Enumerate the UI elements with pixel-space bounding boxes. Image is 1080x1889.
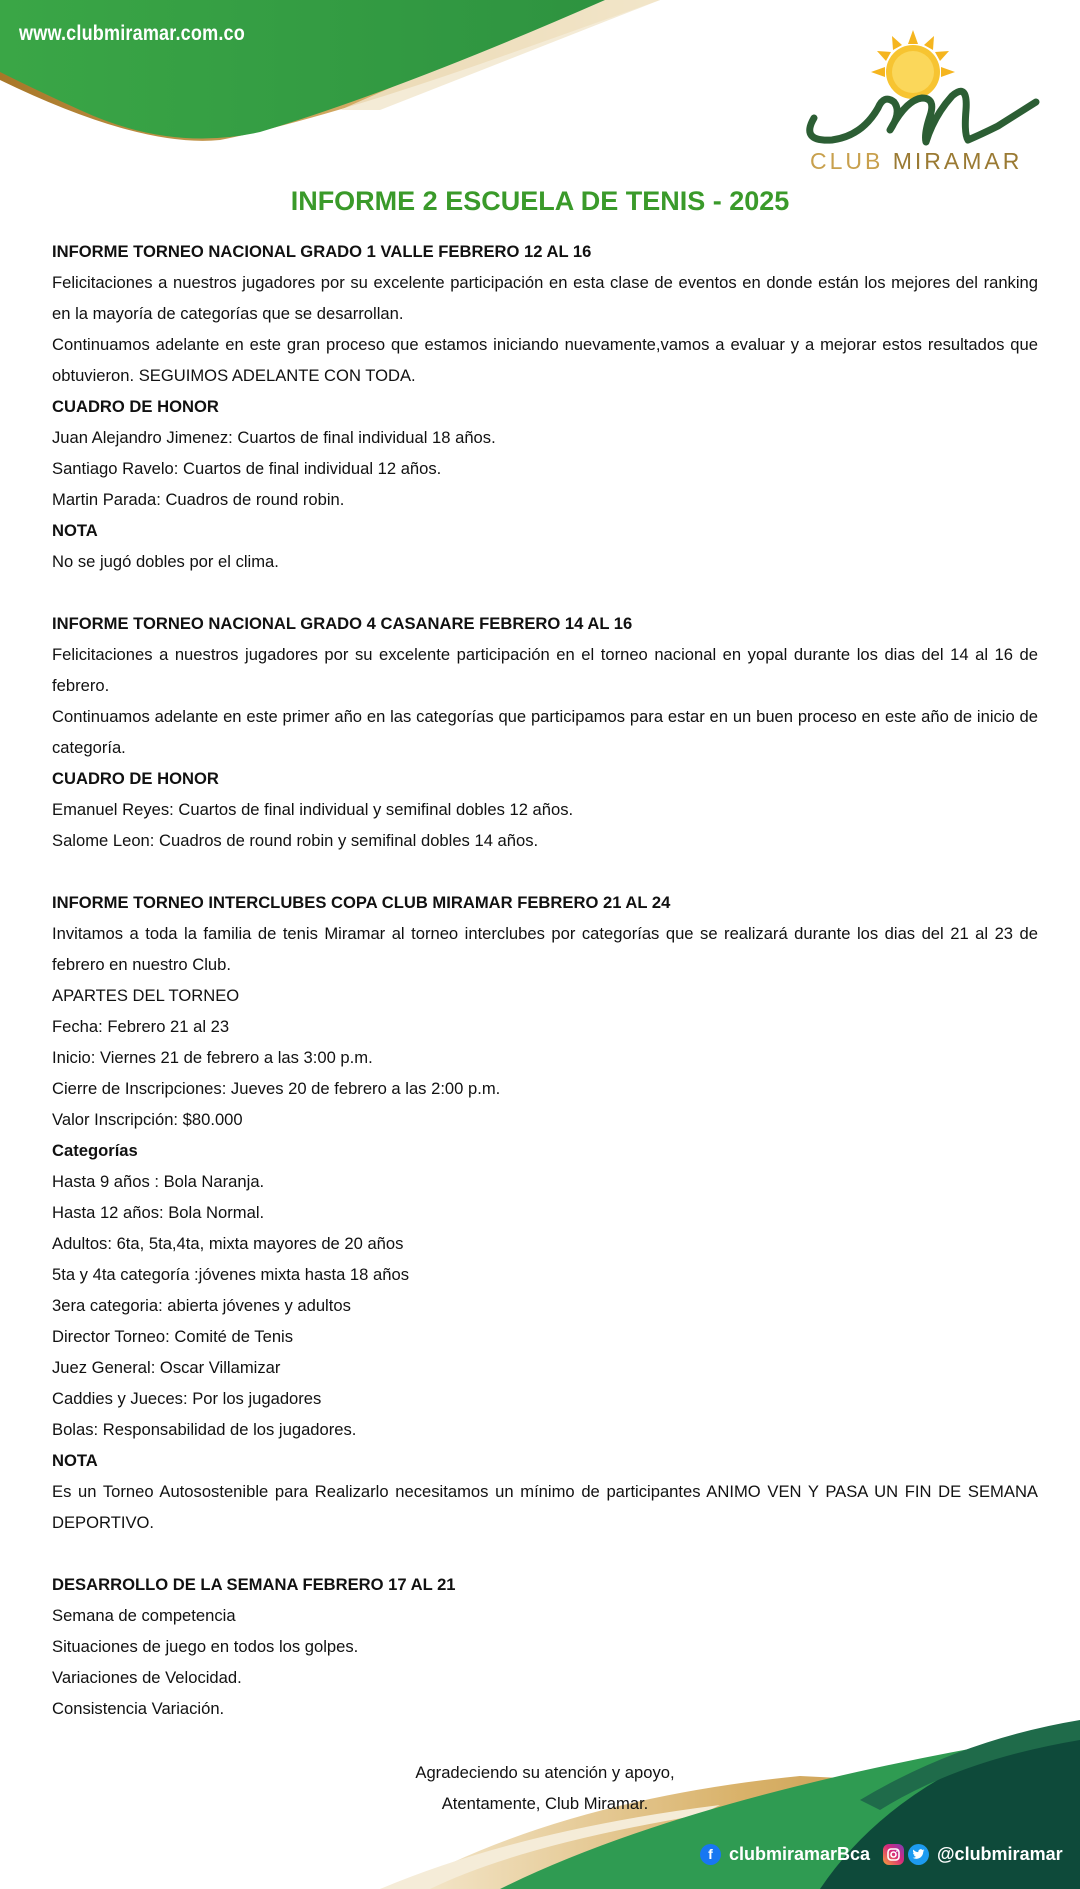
section-paragraph: Felicitaciones a nuestros jugadores por su excelente participación en el torneo nacional en yopal durante los dias del 14 al 16 de febrero. — [52, 645, 1038, 695]
section-heading: INFORME TORNEO NACIONAL GRADO 1 VALLE FEBRERO 12 AL 16 — [52, 242, 592, 261]
closing-message — [0, 1757, 1080, 1819]
section-paragraph: Invitamos a toda la familia de tenis Miramar al torneo interclubes por categorías que se realizará durante los dias del 21 al 23 de febrero en nuestro Club. — [52, 924, 1038, 974]
section-heading: INFORME TORNEO INTERCLUBES COPA CLUB MIRAMAR FEBRERO 21 AL 24 — [52, 893, 671, 912]
detail-item: Cierre de Inscripciones: Jueves 20 de febrero a las 2:00 p.m. — [52, 1079, 501, 1098]
section-paragraph: Felicitaciones a nuestros jugadores por su excelente participación en esta clase de eventos en donde están los mejores del ranking en la mayoría de categorías que se desarrollan. — [52, 273, 1038, 323]
detail-item: APARTES DEL TORNEO — [52, 986, 240, 1005]
note-text: Es un Torneo Autosostenible para Realizarlo necesitamos un mínimo de participantes ANIMO VEN Y PASA UN FIN DE SEMANA DEPORTIVO. — [52, 1482, 1038, 1532]
list-item: Situaciones de juego en todos los golpes. — [52, 1637, 359, 1656]
logo-club-text: CLUB — [810, 148, 884, 174]
section-paragraph: Continuamos adelante en este primer año en las categorías que participamos para estar en un buen proceso en este año de inicio de categoría. — [52, 707, 1038, 757]
instagram-icon — [883, 1844, 904, 1865]
honor-item: Santiago Ravelo: Cuartos de final individual 12 años. — [52, 459, 442, 478]
site-url[interactable]: www.clubmiramar.com.co — [19, 22, 245, 45]
honor-item: Martin Parada: Cuadros de round robin. — [52, 490, 345, 509]
category-item: 3era categoria: abierta jóvenes y adultos — [52, 1296, 351, 1315]
note-heading: NOTA — [52, 521, 98, 540]
note-heading: NOTA — [52, 1451, 98, 1470]
facebook-handle: clubmiramarBca — [729, 1843, 871, 1864]
twitter-icon — [908, 1844, 929, 1865]
section-heading: INFORME TORNEO NACIONAL GRADO 4 CASANARE FEBRERO 14 AL 16 — [52, 614, 633, 633]
honor-item: Emanuel Reyes: Cuartos de final individual y semifinal dobles 12 años. — [52, 800, 574, 819]
logo-wordmark — [810, 148, 1023, 175]
note-text: No se jugó dobles por el clima. — [52, 552, 279, 571]
logo-miramar-text: MIRAMAR — [892, 148, 1023, 174]
section-paragraph: Continuamos adelante en este gran proceso que estamos iniciando nuevamente,vamos a evaluar y a mejorar estos resultados que obtuvieron. SEGUIMOS ADELANTE CON TODA. — [52, 335, 1038, 385]
category-item: Hasta 9 años : Bola Naranja. — [52, 1172, 265, 1191]
category-item: Hasta 12 años: Bola Normal. — [52, 1203, 265, 1222]
facebook-link[interactable] — [700, 1842, 870, 1866]
category-item: Juez General: Oscar Villamizar — [52, 1358, 281, 1377]
honor-heading: CUADRO DE HONOR — [52, 397, 219, 416]
category-item: Bolas: Responsabilidad de los jugadores. — [52, 1420, 357, 1439]
social-handle: @clubmiramar — [937, 1843, 1063, 1864]
list-item: Variaciones de Velocidad. — [52, 1668, 242, 1687]
category-item: Director Torneo: Comité de Tenis — [52, 1327, 294, 1346]
category-item: Adultos: 6ta, 5ta,4ta, mixta mayores de 20 años — [52, 1234, 404, 1253]
instagram-twitter-link[interactable] — [883, 1842, 1063, 1866]
document-title: INFORME 2 ESCUELA DE TENIS - 2025 — [290, 186, 790, 216]
list-item: Semana de competencia — [52, 1606, 236, 1625]
closing-signature: Atentamente, Club Miramar. — [441, 1794, 649, 1813]
honor-item: Salome Leon: Cuadros de round robin y semifinal dobles 14 años. — [52, 831, 539, 850]
honor-heading: CUADRO DE HONOR — [52, 769, 219, 788]
list-item: Consistencia Variación. — [52, 1699, 225, 1718]
report-content — [52, 236, 1038, 1724]
category-item: 5ta y 4ta categoría :jóvenes mixta hasta 18 años — [52, 1265, 409, 1284]
detail-item: Inicio: Viernes 21 de febrero a las 3:00 p.m. — [52, 1048, 373, 1067]
honor-item: Juan Alejandro Jimenez: Cuartos de final individual 18 años. — [52, 428, 496, 447]
section-heading: DESARROLLO DE LA SEMANA FEBRERO 17 AL 21 — [52, 1575, 456, 1594]
facebook-icon: f — [700, 1844, 721, 1865]
categories-heading: Categorías — [52, 1141, 138, 1160]
category-item: Caddies y Jueces: Por los jugadores — [52, 1389, 322, 1408]
detail-item: Valor Inscripción: $80.000 — [52, 1110, 243, 1129]
detail-item: Fecha: Febrero 21 al 23 — [52, 1017, 230, 1036]
closing-line: Agradeciendo su atención y apoyo, — [415, 1763, 675, 1782]
